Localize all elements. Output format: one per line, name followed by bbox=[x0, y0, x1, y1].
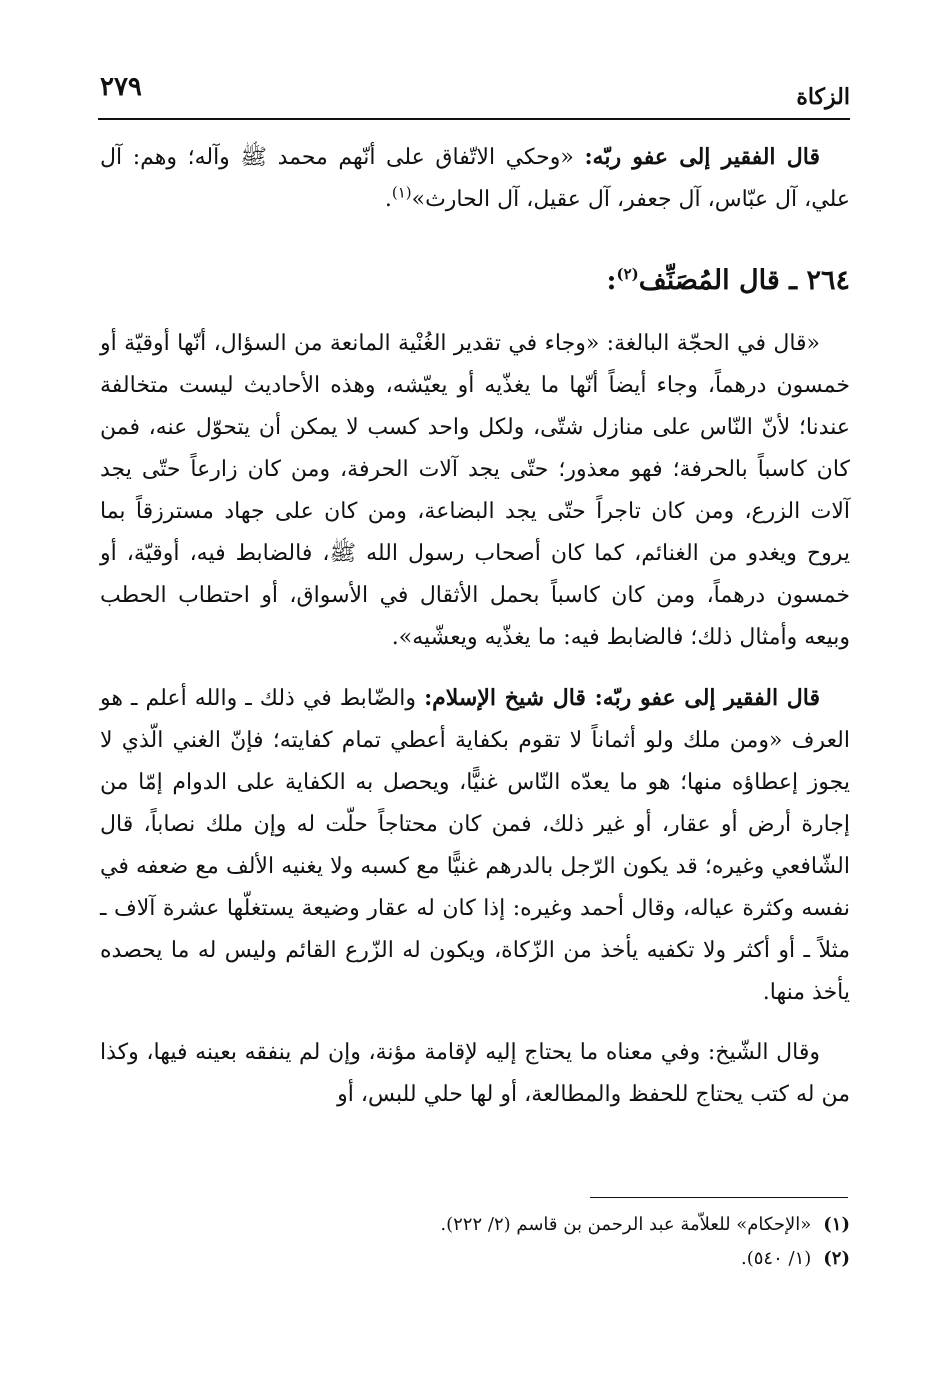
section-title: قال المُصَنِّف bbox=[638, 265, 780, 296]
footnote-2 bbox=[100, 1242, 850, 1276]
footnote-1-number: (١) bbox=[823, 1214, 850, 1235]
paragraph-4: وقال الشّيخ: وفي معناه ما يحتاج إليه لإقامة مؤنة، وإن لم ينفقه بعينه فيها، وكذا من له كتب يحتاج للحفظ والمطالعة، أو لها حلي للبس، أو bbox=[100, 1040, 850, 1107]
footnote-1 bbox=[100, 1208, 850, 1242]
page-number: ٢٧٩ bbox=[100, 72, 142, 102]
chapter-title: الزكاة bbox=[796, 84, 850, 110]
paragraph-3-text: والضّابط في ذلك ـ والله أعلم ـ هو العرف «ومن ملك ولو أثماناً لا تقوم بكفاية أعطي تمام كفايته؛ فإنّ الغني الّذي لا يجوز إعطاؤه منها؛ هو ما يعدّه النّاس غنيًّا، ويحصل به الكفاية على الدوام إمّا من إجارة أرض أو عقار، أو غير ذلك، فمن كان محتاجاً حلّت له وإن ملك نصاباً، قال الشّافعي وغيره؛ قد يكون الرّجل بالدرهم غنيًّا مع كسبه ولا يغنيه الألف مع ضعفه في نفسه وكثرة عياله، وقال أحمد وغيره: إذا كان له عقار وضيعة يستغلّها عشرة آلاف ـ مثلاً ـ أو أكثر ولا تكفيه يأخذ من الزّكاة، ويكون له الزّرع القائم وليس له ما يحصده يأخذ منها. bbox=[100, 686, 850, 1005]
paragraph-3 bbox=[100, 677, 850, 1014]
footnote-2-number: (٢) bbox=[823, 1248, 850, 1269]
running-header bbox=[100, 68, 850, 112]
header-rule bbox=[98, 118, 850, 120]
paragraph-2: «قال في الحجّة البالغة: «وجاء في تقدير الغُنْية المانعة من السؤال، أنّها أوقيّة أو خمسون درهماً، وجاء أيضاً أنّها ما يغذّيه أو يعيّشه، وهذه الأحاديث ليست متخالفة عندنا؛ لأنّ النّاس على منازل شتّى، ولكل واحد كسب لا يمكن أن يتحوّل عنه، فمن كان كاسباً بالحرفة؛ فهو معذور؛ حتّى يجد آلات الحرفة، ومن كان زارعاً حتّى يجد آلات الزرع، ومن كان تاجراً حتّى يجد البضاعة، ومن كان على جهاد مسترزقاً بما يروح ويغدو من الغنائم، كما كان أصحاب رسول الله ﷺ، فالضابط فيه، أوقيّة، أو خمسون درهماً، ومن كان كاسباً بحمل الأثقال في الأسواق، أو احتطاب الحطب وبيعه وأمثال ذلك؛ فالضابط فيه: ما يغذّيه ويعشّيه». bbox=[100, 331, 850, 650]
paragraph-1-end: . bbox=[384, 187, 392, 212]
section-dash: ـ bbox=[779, 265, 807, 296]
footnote-rule bbox=[590, 1197, 848, 1198]
section-heading bbox=[100, 259, 850, 303]
paragraph-1 bbox=[100, 136, 850, 221]
section-colon: : bbox=[606, 265, 617, 296]
footnotes bbox=[100, 1208, 850, 1276]
paragraph-1-text: «وحكي الاتّفاق على أنّهم محمد ﷺ وآله؛ وهم: آل علي، آل عبّاس، آل جعفر، آل عقيل، آل الحارث» bbox=[100, 145, 850, 212]
section-number: ٢٦٤ bbox=[806, 265, 850, 296]
footnote-ref-1[interactable]: (١) bbox=[391, 183, 412, 202]
main-text bbox=[100, 136, 850, 1134]
footnote-ref-2[interactable]: (٢) bbox=[616, 265, 639, 283]
footnote-2-text: (١/ ٥٤٠). bbox=[741, 1248, 812, 1269]
paragraph-3-speaker: قال الفقير إلى عفو ربّه: قال شيخ الإسلام: bbox=[424, 685, 821, 711]
footnote-1-text: «الإحكام» للعلاّمة عبد الرحمن بن قاسم (٢/ ٢٢٢). bbox=[440, 1214, 812, 1235]
paragraph-1-speaker: قال الفقير إلى عفو ربّه: bbox=[584, 144, 820, 170]
